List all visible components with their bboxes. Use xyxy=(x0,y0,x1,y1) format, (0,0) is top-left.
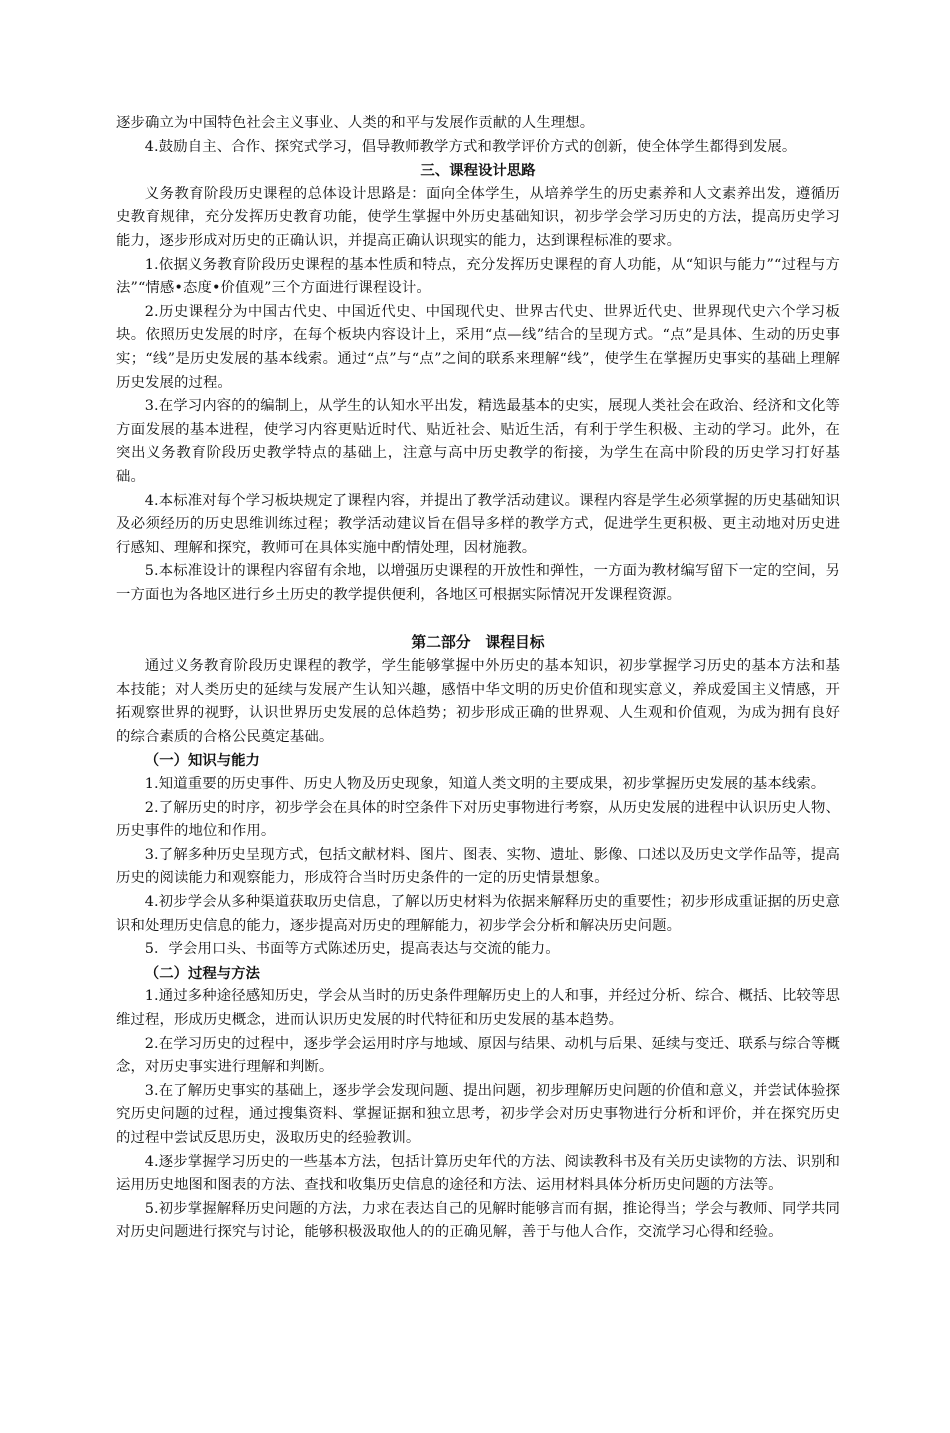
goals-intro-paragraph: 通过义务教育阶段历史课程的教学，学生能够掌握中外历史的基本知识，初步掌握学习历史的基本方法和基本技能；对人类历史的延续与发展产生认知兴趣，感悟中华文明的历史价值和现实意义，养成爱国主义情感，开拓观察世界的视野，认识世界历史发展的总体趋势；初步形成正确的世界观、人生观和价值观，为成为拥有良好的综合素质的合格公民奠定基础。 xyxy=(116,658,840,745)
paragraph-continued: 逐步确立为中国特色社会主义事业、人类的和平与发展作贡献的人生理想。 xyxy=(116,115,595,131)
section-title-course-design: 三、课程设计思路 xyxy=(420,162,536,180)
part-title-course-goals: 第二部分 课程目标 xyxy=(411,634,545,652)
process-item-3: 3.在了解历史事实的基础上，逐步学会发现问题、提出问题，初步理解历史问题的价值和意义，并尝试体验探究历史问题的过程，通过搜集资料、掌握证据和独立思考，初步学会对历史事物进行分析和评价，并在探究历史的过程中尝试反思历史，汲取历史的经验教训。 xyxy=(116,1082,840,1146)
design-item-1: 1.依据义务教育阶段历史课程的基本性质和特点，充分发挥历史课程的育人功能，从“知识与能力”“过程与方法”“情感•态度•价值观”三个方面进行课程设计。 xyxy=(116,256,840,297)
subsection-title-knowledge: （一）知识与能力 xyxy=(144,752,260,770)
knowledge-item-5: 5．学会用口头、书面等方式陈述历史，提高表达与交流的能力。 xyxy=(144,941,560,958)
design-item-4: 4.本标准对每个学习板块规定了课程内容，并提出了教学活动建议。课程内容是学生必须掌握的历史基础知识及必须经历的历史思维训练过程；教学活动建议旨在倡导多样的教学方式，促进学生更积极、更主动地对历史进行感知、理解和探究，教师可在具体实施中酌情处理，因材施教。 xyxy=(116,492,840,556)
design-item-3: 3.在学习内容的的编制上，从学生的认知水平出发，精选最基本的史实，展现人类社会在政治、经济和文化等方面发展的基本进程，使学习内容更贴近时代、贴近社会、贴近生活，有利于学生积极、主动的学习。此外，在突出义务教育阶段历史教学特点的基础上，注意与高中历史教学的衔接，为学生在高中阶段的历史学习打好基础。 xyxy=(116,398,840,485)
knowledge-item-4: 4.初步学会从多种渠道获取历史信息，了解以历史材料为依据来解释历史的重要性；初步形成重证据的历史意识和处理历史信息的能力，逐步提高对历史的理解能力，初步学会分析和解决历史问题。 xyxy=(116,894,840,934)
process-item-5: 5.初步掌握解释历史问题的方法，力求在表达自己的见解时能够言而有据，推论得当；学会与教师、同学共同对历史问题进行探究与讨论，能够积极汲取他人的的正确见解，善于与他人合作，交流学习心得和经验。 xyxy=(116,1200,840,1241)
design-item-2: 2.历史课程分为中国古代史、中国近代史、中国现代史、世界古代史、世界近代史、世界现代史六个学习板块。依照历史发展的时序，在每个板块内容设计上，采用“点—线”结合的呈现方式。“点”是具体、生动的历史事实；“线”是历史发展的基本线索。通过“点”与“点”之间的联系来理解“线”，使学生在掌握历史事实的基础上理解历史发展的过程。 xyxy=(116,303,840,391)
knowledge-item-3: 3.了解多种历史呈现方式，包括文献材料、图片、图表、实物、遗址、影像、口述以及历史文学作品等，提高历史的阅读能力和观察能力，形成符合当时历史条件的一定的历史情景想象。 xyxy=(116,846,840,887)
design-item-5: 5.本标准设计的课程内容留有余地，以增强历史课程的开放性和弹性，一方面为教材编写留下一定的空间，另一方面也为各地区进行乡土历史的教学提供便利，各地区可根据实际情况开发课程资源。 xyxy=(116,563,840,603)
process-item-1: 1.通过多种途径感知历史，学会从当时的历史条件理解历史上的人和事，并经过分析、综合、概括、比较等思维过程，形成历史概念，进而认识历史发展的时代特征和历史发展的基本趋势。 xyxy=(116,988,840,1028)
section-intro-paragraph: 义务教育阶段历史课程的总体设计思路是：面向全体学生，从培养学生的历史素养和人文素养出发，遵循历史教育规律，充分发挥历史教育功能，使学生掌握中外历史基础知识，初步学会学习历史的方法，提高历史学习能力，逐步形成对历史的正确认识，并提高正确认识现实的能力，达到课程标准的要求。 xyxy=(116,185,840,249)
knowledge-item-1: 1.知道重要的历史事件、历史人物及历史现象，知道人类文明的主要成果，初步掌握历史发展的基本线索。 xyxy=(144,776,826,793)
goal-item-4: 4.鼓励自主、合作、探究式学习，倡导教师教学方式和教学评价方式的创新，使全体学生都得到发展。 xyxy=(144,138,797,155)
subsection-title-process: （二）过程与方法 xyxy=(144,964,260,982)
knowledge-item-2: 2.了解历史的时序，初步学会在具体的时空条件下对历史事物进行考察，从历史发展的进程中认识历史人物、历史事件的地位和作用。 xyxy=(116,799,840,840)
process-item-4: 4.逐步掌握学习历史的一些基本方法，包括计算历史年代的方法、阅读教科书及有关历史读物的方法、识别和运用历史地图和图表的方法、查找和收集历史信息的途径和方法、运用材料具体分析历史问题的方法等。 xyxy=(116,1153,840,1194)
process-item-2: 2.在学习历史的过程中，逐步学会运用时序与地域、原因与结果、动机与后果、延续与变迁、联系与综合等概念，对历史事实进行理解和判断。 xyxy=(116,1035,840,1076)
